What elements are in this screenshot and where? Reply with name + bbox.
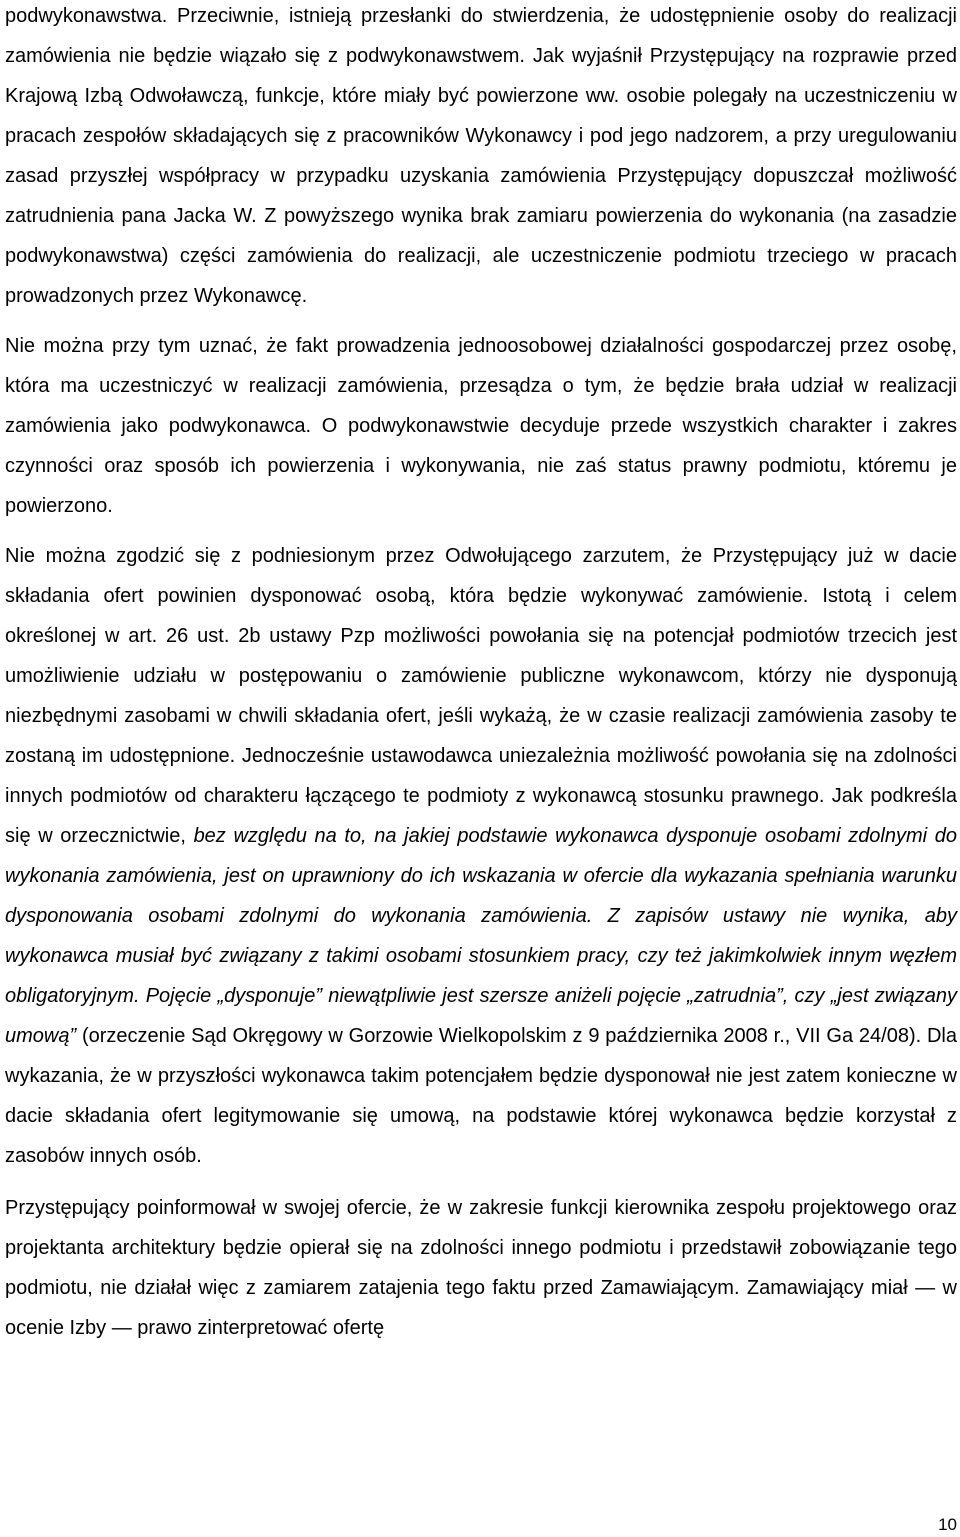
court-quotation: bez względu na to, na jakiej podstawie wykonawca dysponuje osobami zdolnymi do wykonania zamówienia, jest on uprawniony do ich wskazania w ofercie dla wykazania spełniania warunku dysponowania osobami zdolnymi do wykonania zamówienia. Z zapisów ustawy nie wynika, aby wykonawca musiał być związany z takimi osobami stosunkiem pracy, czy też jakimkolwiek innym węzłem obligatoryjnym. Pojęcie „dysponuje” niewątpliwie jest szersze aniżeli pojęcie „zatrudnia”, czy „jest związany umową” <box>5 825 957 1047</box>
paragraph-3 <box>5 536 957 1176</box>
paragraph-1 <box>5 0 957 316</box>
document-page <box>5 0 957 1348</box>
paragraph-4-text: Przystępujący poinformował w swojej ofercie, że w zakresie funkcji kierownika zespołu projektowego oraz projektanta architektury będzie opierał się na zdolności innego podmiotu i przedstawił zobowiązanie tego podmiotu, nie działał więc z zamiarem zatajenia tego faktu przed Zamawiającym. Zamawiający miał — w ocenie Izby — prawo zinterpretować ofertę <box>5 1197 957 1339</box>
page-number: 10 <box>938 1515 957 1534</box>
paragraph-1-text: podwykonawstwa. Przeciwnie, istnieją przesłanki do stwierdzenia, że udostępnienie osoby do realizacji zamówienia nie będzie wiązało się z podwykonawstwem. Jak wyjaśnił Przystępujący na rozprawie przed Krajową Izbą Odwoławczą, funkcje, które miały być powierzone ww. osobie polegały na uczestniczeniu w pracach zespołów składających się z pracowników Wykonawcy i pod jego nadzorem, a przy uregulowaniu zasad przyszłej współpracy w przypadku uzyskania zamówienia Przystępujący dopuszczał możliwość zatrudnienia pana Jacka W. Z powyższego wynika brak zamiaru powierzenia do wykonania (na zasadzie podwykonawstwa) części zamówienia do realizacji, ale uczestniczenie podmiotu trzeciego w pracach prowadzonych przez Wykonawcę. <box>5 5 957 307</box>
paragraph-2-text: Nie można przy tym uznać, że fakt prowadzenia jednoosobowej działalności gospodarczej przez osobę, która ma uczestniczyć w realizacji zamówienia, przesądza o tym, że będzie brała udział w realizacji zamówienia jako podwykonawca. O podwykonawstwie decyduje przede wszystkich charakter i zakres czynności oraz sposób ich powierzenia i wykonywania, nie zaś status prawny podmiotu, któremu je powierzono. <box>5 335 957 517</box>
paragraph-2 <box>5 326 957 526</box>
paragraph-4 <box>5 1188 957 1348</box>
paragraph-3-text: Nie można zgodzić się z podniesionym przez Odwołującego zarzutem, że Przystępujący już w dacie składania ofert powinien dysponować osobą, która będzie wykonywać zamówienie. Istotą i celem określonej w art. 26 ust. 2b ustawy Pzp możliwości powołania się na potencjał podmiotów trzecich jest umożliwienie udziału w postępowaniu o zamówienie publiczne wykonawcom, którzy nie dysponują niezbędnymi zasobami w chwili składania ofert, jeśli wykażą, że w czasie realizacji zamówienia zasoby te zostaną im udostępnione. Jednocześnie ustawodawca uniezależnia możliwość powołania się na zdolności innych podmiotów od charakteru łączącego te podmioty z wykonawcą stosunku prawnego. Jak podkreśla się w orzecznictwie, <box>5 545 957 847</box>
paragraph-3-text-continued: (orzeczenie Sąd Okręgowy w Gorzowie Wielkopolskim z 9 października 2008 r., VII Ga 24/08). Dla wykazania, że w przyszłości wykonawca takim potencjałem będzie dysponował nie jest zatem konieczne w dacie składania ofert legitymowanie się umową, na podstawie której wykonawca będzie korzystał z zasobów innych osób. <box>5 1025 957 1167</box>
